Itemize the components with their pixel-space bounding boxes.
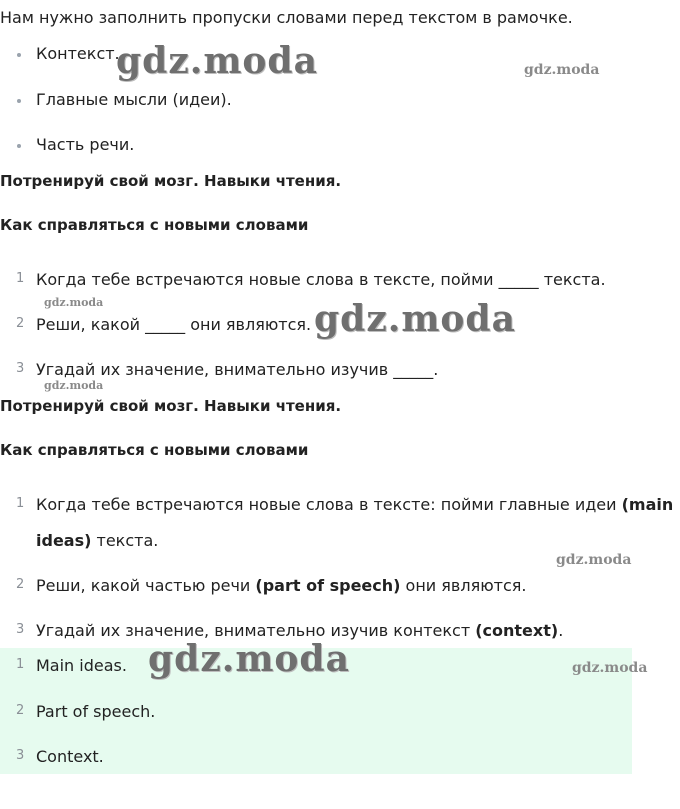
section-subtitle: Как справляться с новыми словами — [0, 441, 309, 459]
bullet-icon — [17, 53, 21, 57]
section-title: Потренируй свой мозг. Навыки чтения. — [0, 397, 342, 415]
section-subtitle: Как справляться с новыми словами — [0, 216, 309, 234]
section-title: Потренируй свой мозг. Навыки чтения. — [0, 172, 342, 190]
watermark: gdz.moda — [524, 62, 600, 78]
watermark: gdz.moda — [116, 40, 318, 82]
watermark: gdz.moda — [314, 298, 516, 340]
bullet-icon — [17, 144, 21, 148]
intro-text: Нам нужно заполнить пропуски словами перед текстом в рамочке. — [0, 8, 573, 27]
watermark: gdz.moda — [44, 379, 104, 392]
watermark: gdz.moda — [44, 296, 104, 309]
bullet-icon — [17, 99, 21, 103]
watermark: gdz.moda — [572, 660, 648, 676]
watermark: gdz.moda — [556, 552, 632, 568]
watermark: gdz.moda — [148, 638, 350, 680]
